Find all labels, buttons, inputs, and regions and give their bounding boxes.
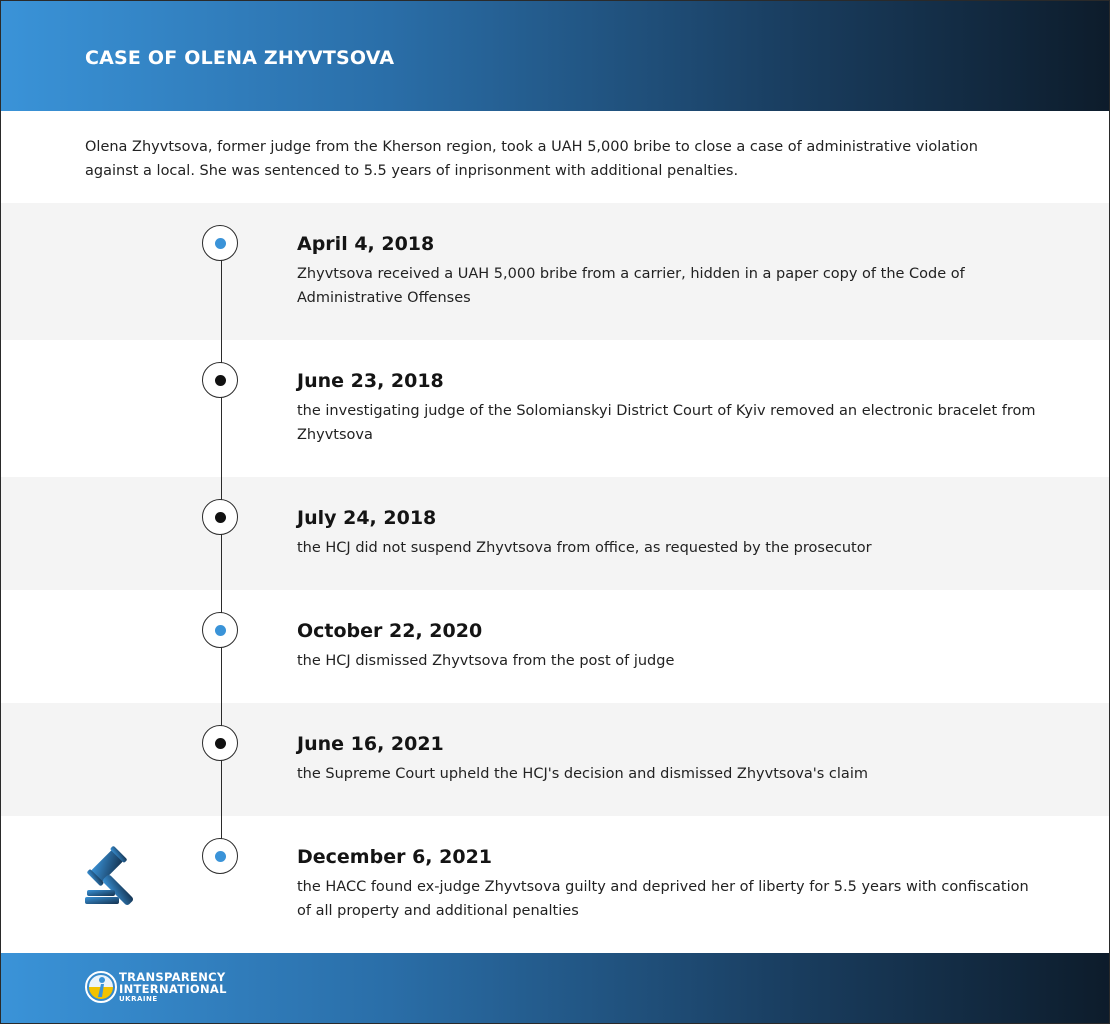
logo-line-transparency: TRANSPARENCY [119,970,226,984]
logo-line-ukraine: UKRAINE [119,995,158,1003]
event-description: the HCJ did not suspend Zhyvtsova from office, as requested by the prosecutor [297,540,872,556]
event-description: Zhyvtsova received a UAH 5,000 bribe from a carrier, hidden in a paper copy of the Code of Administrative Offenses [297,266,965,306]
header-banner [1,1,1109,111]
timeline-dot-blue [215,238,226,249]
event-date: June 16, 2021 [297,733,444,755]
timeline-row [1,703,1109,816]
event-date: October 22, 2020 [297,620,483,642]
logo-line-international: INTERNATIONAL [119,982,227,996]
timeline-node [202,362,238,398]
timeline-dot-black [215,375,226,386]
timeline-row [1,590,1109,703]
timeline-dot-blue [215,625,226,636]
event-date: June 23, 2018 [297,370,444,392]
timeline-node [202,612,238,648]
page-title: CASE OF OLENA ZHYVTSOVA [85,47,395,69]
event-date: July 24, 2018 [297,507,437,529]
timeline-dot-black [215,738,226,749]
event-date: April 4, 2018 [297,233,435,255]
event-description: the HCJ dismissed Zhyvtsova from the post of judge [297,653,675,669]
timeline-node [202,225,238,261]
gavel-icon [83,844,151,908]
timeline-node [202,499,238,535]
timeline-node [202,838,238,874]
timeline-row [1,477,1109,590]
intro-text: Olena Zhyvtsova, former judge from the Kherson region, took a UAH 5,000 bribe to close a case of administrative violation against a local. She was sentenced to 5.5 years of inprisonment with additional penalties. [85,139,978,179]
timeline [1,203,1109,953]
event-description: the HACC found ex-judge Zhyvtsova guilty and deprived her of liberty for 5.5 years with confiscation of all property and additional penalties [297,879,1029,919]
event-description: the Supreme Court upheld the HCJ's decision and dismissed Zhyvtsova's claim [297,766,868,782]
event-date: December 6, 2021 [297,846,493,868]
logo-text [119,971,227,1004]
timeline-line [221,243,222,857]
timeline-dot-black [215,512,226,523]
timeline-node [202,725,238,761]
ti-logo-icon [85,971,117,1003]
timeline-dot-blue [215,851,226,862]
event-description: the investigating judge of the Solomianskyi District Court of Kyiv removed an electronic bracelet from Zhyvtsova [297,403,1036,443]
